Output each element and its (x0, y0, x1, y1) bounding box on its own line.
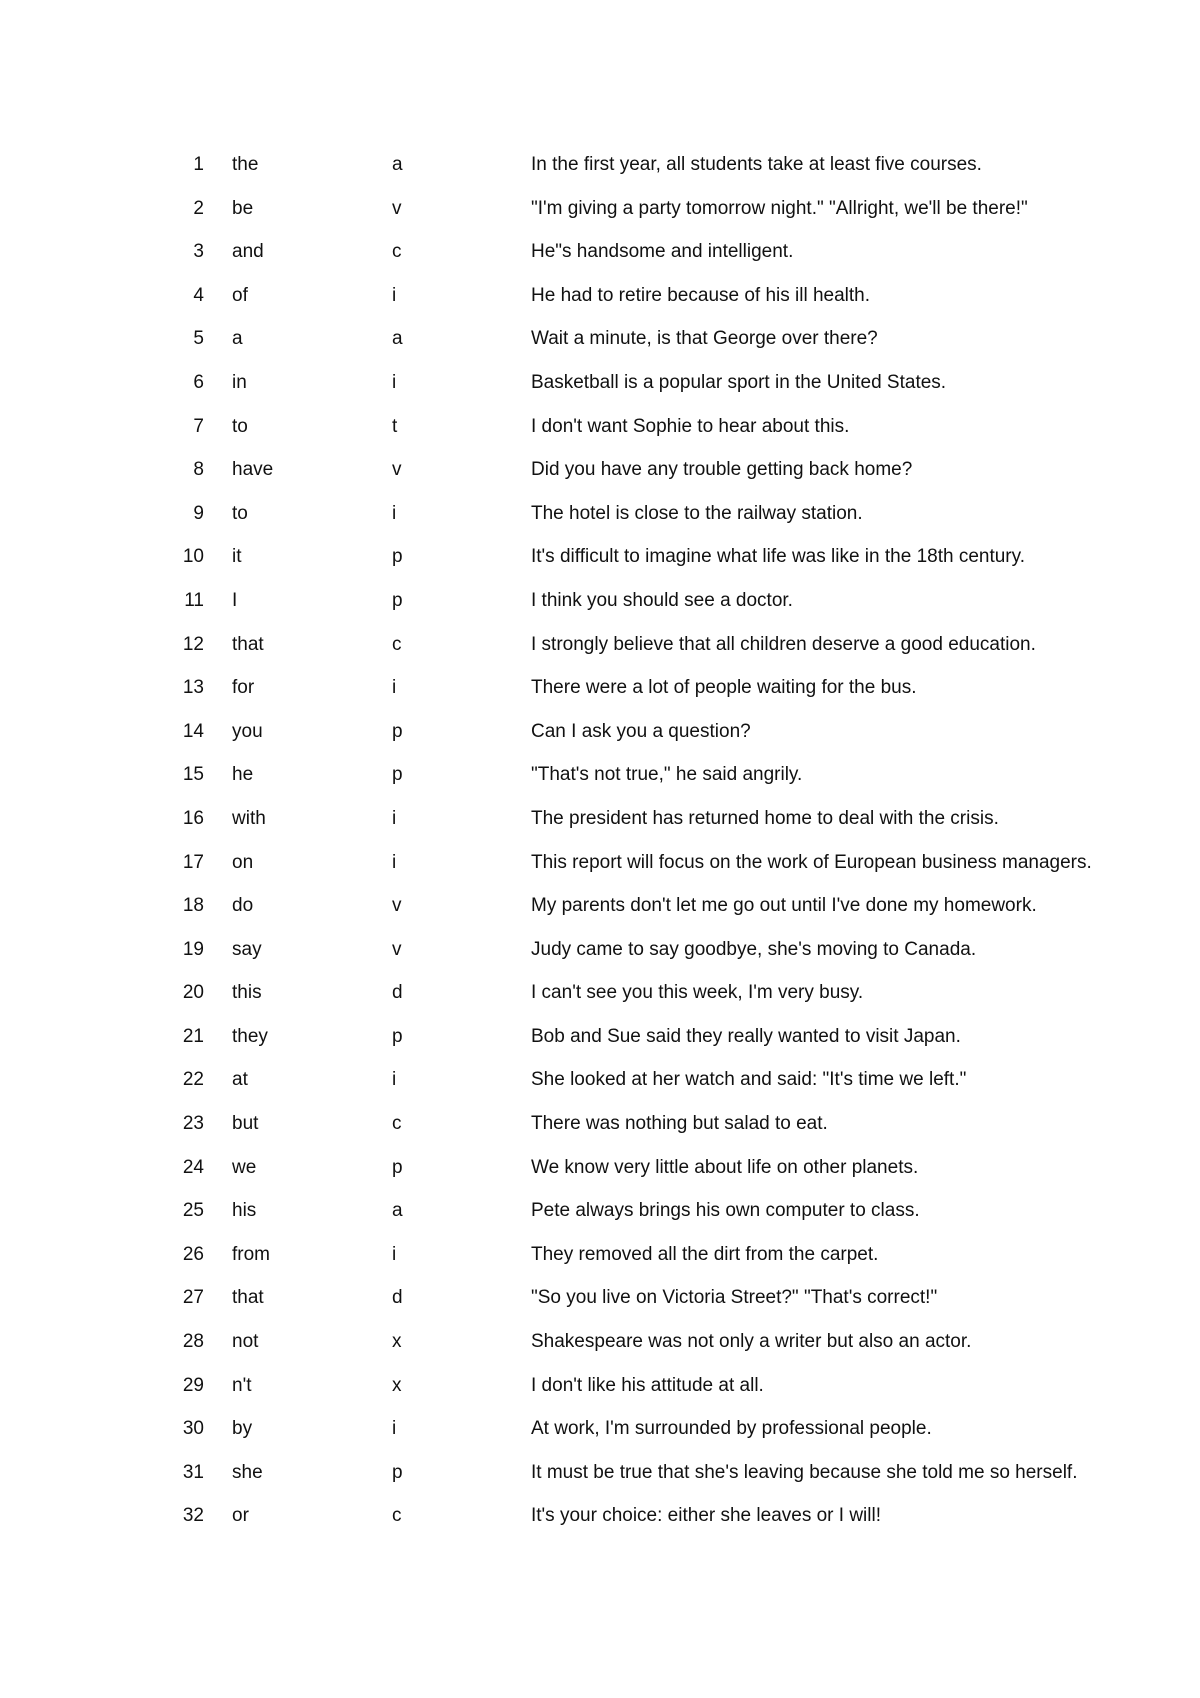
part-of-speech-code: i (392, 371, 397, 393)
row-number: 19 (182, 938, 204, 960)
list-row (0, 1505, 1200, 1549)
row-number: 8 (193, 459, 204, 481)
headword: for (232, 677, 255, 699)
headword: that (232, 1287, 264, 1309)
example-sentence: We know very little about life on other planets. (531, 1156, 919, 1178)
list-row (0, 1287, 1200, 1331)
part-of-speech-code: i (392, 851, 397, 873)
example-sentence: There were a lot of people waiting for the bus. (531, 677, 917, 699)
example-sentence: My parents don't let me go out until I've done my homework. (531, 895, 1037, 917)
example-sentence: "So you live on Victoria Street?" "That's correct!" (531, 1287, 938, 1309)
headword: on (232, 851, 254, 873)
headword: to (232, 415, 248, 437)
headword: a (232, 328, 243, 350)
part-of-speech-code: c (392, 1505, 402, 1527)
part-of-speech-code: p (392, 1461, 403, 1483)
example-sentence: She looked at her watch and said: "It's time we left." (531, 1069, 967, 1091)
headword: but (232, 1113, 259, 1135)
headword: in (232, 371, 247, 393)
headword: of (232, 284, 248, 306)
list-row (0, 1462, 1200, 1506)
headword: you (232, 720, 263, 742)
list-row (0, 1375, 1200, 1419)
example-sentence: There was nothing but salad to eat. (531, 1113, 828, 1135)
list-row (0, 1026, 1200, 1070)
list-row (0, 1069, 1200, 1113)
row-number: 13 (182, 677, 204, 699)
part-of-speech-code: v (392, 459, 402, 481)
row-number: 32 (182, 1505, 204, 1527)
example-sentence: This report will focus on the work of European business managers. (531, 851, 1092, 873)
example-sentence: The president has returned home to deal with the crisis. (531, 807, 999, 829)
example-sentence: He"s handsome and intelligent. (531, 241, 794, 263)
row-number: 11 (184, 589, 204, 611)
row-number: 9 (193, 502, 204, 524)
list-row (0, 503, 1200, 547)
list-row (0, 721, 1200, 765)
headword: at (232, 1069, 248, 1091)
example-sentence: They removed all the dirt from the carpet. (531, 1243, 879, 1265)
part-of-speech-code: i (392, 807, 397, 829)
headword: to (232, 502, 248, 524)
list-row (0, 852, 1200, 896)
list-row (0, 459, 1200, 503)
part-of-speech-code: c (392, 1113, 402, 1135)
row-number: 12 (182, 633, 204, 655)
headword: they (232, 1025, 268, 1047)
list-row (0, 590, 1200, 634)
example-sentence: At work, I'm surrounded by professional people. (531, 1418, 932, 1440)
example-sentence: I don't want Sophie to hear about this. (531, 415, 850, 437)
list-row (0, 328, 1200, 372)
part-of-speech-code: v (392, 197, 402, 219)
row-number: 16 (182, 807, 204, 829)
part-of-speech-code: i (392, 284, 397, 306)
list-row (0, 982, 1200, 1026)
example-sentence: Judy came to say goodbye, she's moving to Canada. (531, 938, 977, 960)
part-of-speech-code: p (392, 589, 403, 611)
list-row (0, 764, 1200, 808)
example-sentence: Can I ask you a question? (531, 720, 751, 742)
part-of-speech-code: p (392, 764, 403, 786)
example-sentence: It must be true that she's leaving because she told me so herself. (531, 1461, 1078, 1483)
headword: be (232, 197, 254, 219)
headword: from (232, 1243, 270, 1265)
example-sentence: The hotel is close to the railway station. (531, 502, 863, 524)
row-number: 30 (182, 1418, 204, 1440)
headword: that (232, 633, 264, 655)
list-row (0, 285, 1200, 329)
list-row (0, 1200, 1200, 1244)
example-sentence: Pete always brings his own computer to class. (531, 1200, 920, 1222)
part-of-speech-code: t (392, 415, 398, 437)
row-number: 24 (182, 1156, 204, 1178)
part-of-speech-code: v (392, 938, 402, 960)
row-number: 21 (182, 1025, 204, 1047)
example-sentence: "That's not true," he said angrily. (531, 764, 803, 786)
example-sentence: Basketball is a popular sport in the United States. (531, 371, 947, 393)
part-of-speech-code: p (392, 1025, 403, 1047)
headword: with (232, 807, 266, 829)
part-of-speech-code: a (392, 1200, 403, 1222)
part-of-speech-code: c (392, 241, 402, 263)
example-sentence: He had to retire because of his ill health. (531, 284, 871, 306)
headword: have (232, 459, 274, 481)
headword: she (232, 1461, 263, 1483)
list-row (0, 1157, 1200, 1201)
row-number: 5 (193, 328, 204, 350)
part-of-speech-code: a (392, 154, 403, 175)
example-sentence: Wait a minute, is that George over there? (531, 328, 878, 350)
list-row (0, 154, 1200, 198)
part-of-speech-code: c (392, 633, 402, 655)
headword: he (232, 764, 254, 786)
example-sentence: Did you have any trouble getting back home? (531, 459, 913, 481)
row-number: 14 (182, 720, 204, 742)
list-row (0, 546, 1200, 590)
example-sentence: It's your choice: either she leaves or I will! (531, 1505, 881, 1527)
list-row (0, 241, 1200, 285)
row-number: 1 (193, 154, 204, 175)
list-row (0, 808, 1200, 852)
part-of-speech-code: p (392, 720, 403, 742)
part-of-speech-code: i (392, 1418, 397, 1440)
list-row (0, 895, 1200, 939)
headword: his (232, 1200, 257, 1222)
row-number: 4 (193, 284, 204, 306)
headword: and (232, 241, 264, 263)
list-row (0, 1113, 1200, 1157)
list-row (0, 372, 1200, 416)
example-sentence: It's difficult to imagine what life was like in the 18th century. (531, 546, 1025, 568)
part-of-speech-code: x (392, 1331, 402, 1353)
headword: or (232, 1505, 249, 1527)
headword: n't (232, 1374, 252, 1396)
list-row (0, 634, 1200, 678)
part-of-speech-code: p (392, 1156, 403, 1178)
frequency-word-list (0, 154, 1200, 1549)
row-number: 25 (182, 1200, 204, 1222)
headword: the (232, 154, 259, 175)
list-row (0, 677, 1200, 721)
row-number: 27 (182, 1287, 204, 1309)
part-of-speech-code: i (392, 677, 397, 699)
headword: not (232, 1331, 259, 1353)
example-sentence: I can't see you this week, I'm very busy. (531, 982, 864, 1004)
example-sentence: In the first year, all students take at least five courses. (531, 154, 982, 175)
part-of-speech-code: i (392, 1243, 397, 1265)
list-row (0, 939, 1200, 983)
part-of-speech-code: d (392, 982, 403, 1004)
row-number: 10 (182, 546, 204, 568)
part-of-speech-code: a (392, 328, 403, 350)
part-of-speech-code: v (392, 895, 402, 917)
example-sentence: "I'm giving a party tomorrow night." "Allright, we'll be there!" (531, 197, 1028, 219)
row-number: 20 (182, 982, 204, 1004)
headword: say (232, 938, 262, 960)
row-number: 15 (182, 764, 204, 786)
headword: we (232, 1156, 257, 1178)
example-sentence: I think you should see a doctor. (531, 589, 793, 611)
headword: it (232, 546, 242, 568)
example-sentence: I strongly believe that all children deserve a good education. (531, 633, 1036, 655)
row-number: 7 (193, 415, 204, 437)
row-number: 3 (193, 241, 204, 263)
list-row (0, 416, 1200, 460)
example-sentence: I don't like his attitude at all. (531, 1374, 764, 1396)
example-sentence: Shakespeare was not only a writer but also an actor. (531, 1331, 972, 1353)
list-row (0, 1331, 1200, 1375)
row-number: 17 (182, 851, 204, 873)
row-number: 6 (193, 371, 204, 393)
row-number: 31 (182, 1461, 204, 1483)
list-row (0, 198, 1200, 242)
part-of-speech-code: x (392, 1374, 402, 1396)
row-number: 22 (182, 1069, 204, 1091)
row-number: 18 (182, 895, 204, 917)
row-number: 28 (182, 1331, 204, 1353)
list-row (0, 1244, 1200, 1288)
part-of-speech-code: i (392, 1069, 397, 1091)
part-of-speech-code: p (392, 546, 403, 568)
headword: I (232, 589, 238, 611)
row-number: 26 (182, 1243, 204, 1265)
headword: by (232, 1418, 253, 1440)
list-row (0, 1418, 1200, 1462)
row-number: 29 (182, 1374, 204, 1396)
headword: this (232, 982, 262, 1004)
row-number: 23 (182, 1113, 204, 1135)
headword: do (232, 895, 254, 917)
row-number: 2 (193, 197, 204, 219)
example-sentence: Bob and Sue said they really wanted to visit Japan. (531, 1025, 961, 1047)
part-of-speech-code: i (392, 502, 397, 524)
part-of-speech-code: d (392, 1287, 403, 1309)
